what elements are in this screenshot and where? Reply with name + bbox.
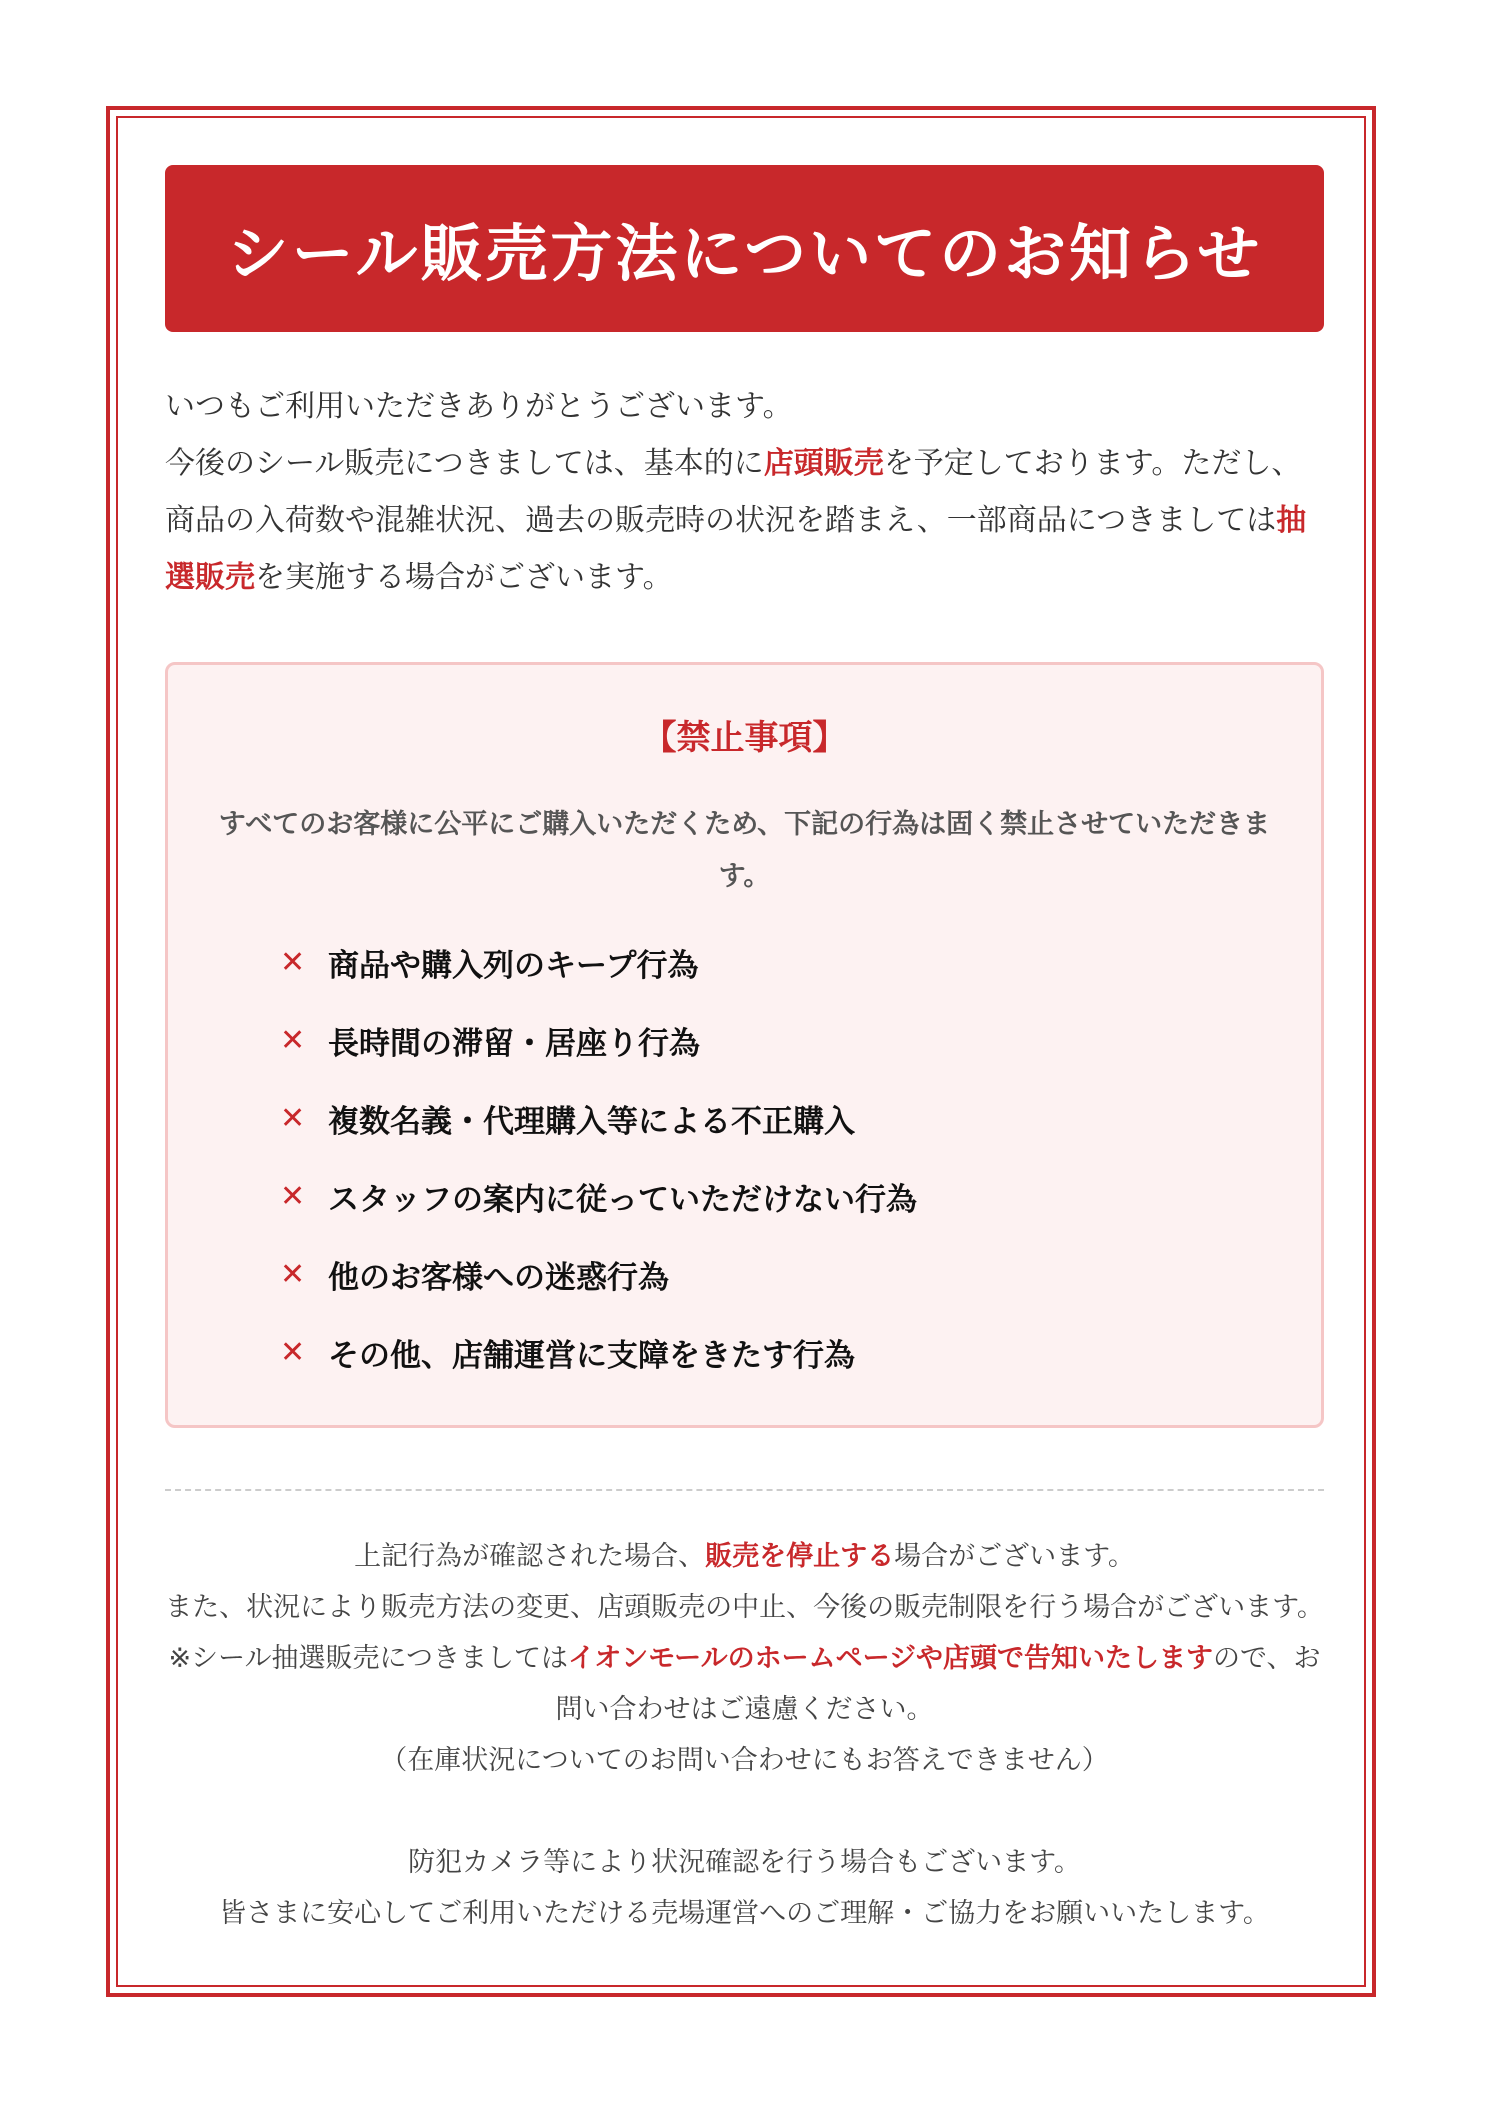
- note-camera: 防犯カメラ等により状況確認を行う場合もございます。: [408, 1847, 1081, 1878]
- notes-section: [165, 1531, 1324, 1939]
- note-text-a: 上記行為が確認された場合、: [354, 1541, 706, 1572]
- cross-icon: ✕: [280, 1100, 306, 1136]
- cross-icon: ✕: [280, 1022, 306, 1058]
- prohibited-item-text: 複数名義・代理購入等による不正購入: [328, 1103, 855, 1140]
- prohibited-item-text: スタッフの案内に従っていただけない行為: [328, 1181, 917, 1218]
- intro-paragraph: [165, 435, 1330, 606]
- note-text-b: 場合がございます。: [894, 1541, 1135, 1572]
- note-sales-stop: [165, 1531, 1324, 1582]
- intro-text-c: を実施する場合がございます。: [255, 560, 673, 595]
- dashed-divider: [165, 1489, 1324, 1491]
- cross-icon: ✕: [280, 1178, 306, 1214]
- prohibited-box: [165, 662, 1324, 1428]
- prohibited-item-text: 長時間の滞留・居座り行為: [328, 1025, 700, 1062]
- prohibited-item-text: その他、店舗運営に支障をきたす行為: [328, 1337, 855, 1374]
- prohibited-item: [280, 1001, 917, 1079]
- highlight-stop-sales: 販売を停止する: [705, 1541, 895, 1572]
- note-method-change: また、状況により販売方法の変更、店頭販売の中止、今後の販売制限を行う場合がございます。: [165, 1592, 1324, 1623]
- intro-text-a: 今後のシール販売につきましては、基本的に: [165, 446, 764, 481]
- prohibited-item: [280, 1235, 917, 1313]
- highlight-announcement: イオンモールのホームページや店頭で告知いたします: [568, 1643, 1214, 1674]
- note-text-a: ※シール抽選販売につきましては: [168, 1643, 569, 1674]
- highlight-lottery-sales: 抽選販売: [165, 503, 1307, 595]
- note-lottery: [165, 1633, 1324, 1735]
- prohibited-list: [280, 923, 917, 1391]
- intro-text-b: を予定しております。ただし、商品の入荷数や混雑状況、過去の販売時の状況を踏まえ、一部商品につきましては: [165, 446, 1302, 538]
- spacer: [165, 1786, 1324, 1837]
- prohibited-title: 【禁止事項】: [642, 718, 847, 758]
- cross-icon: ✕: [280, 1334, 306, 1370]
- prohibited-item: [280, 1157, 917, 1235]
- prohibited-description: すべてのお客様に公平にご購入いただくため、下記の行為は固く禁止させていただきます。: [218, 809, 1271, 892]
- cross-icon: ✕: [280, 1256, 306, 1292]
- prohibited-item: [280, 1079, 917, 1157]
- prohibited-item: [280, 1313, 917, 1391]
- highlight-store-sales: 店頭販売: [763, 446, 884, 481]
- note-thanks: 皆さまに安心してご利用いただける売場運営へのご理解・ご協力をお願いいたします。: [219, 1898, 1270, 1929]
- note-stock-inquiry: （在庫状況についてのお問い合わせにもお答えできません）: [380, 1745, 1109, 1776]
- prohibited-item-text: 商品や購入列のキープ行為: [328, 947, 699, 984]
- cross-icon: ✕: [280, 944, 306, 980]
- note-text-b: ので、お問い合わせはご遠慮ください。: [555, 1643, 1321, 1725]
- intro-text: [165, 378, 1330, 606]
- prohibited-item-text: 他のお客様への迷惑行為: [328, 1259, 669, 1296]
- intro-greeting: いつもご利用いただきありがとうございます。: [165, 389, 793, 424]
- page-title: シール販売方法についてのお知らせ: [165, 165, 1324, 332]
- prohibited-item: [280, 923, 917, 1001]
